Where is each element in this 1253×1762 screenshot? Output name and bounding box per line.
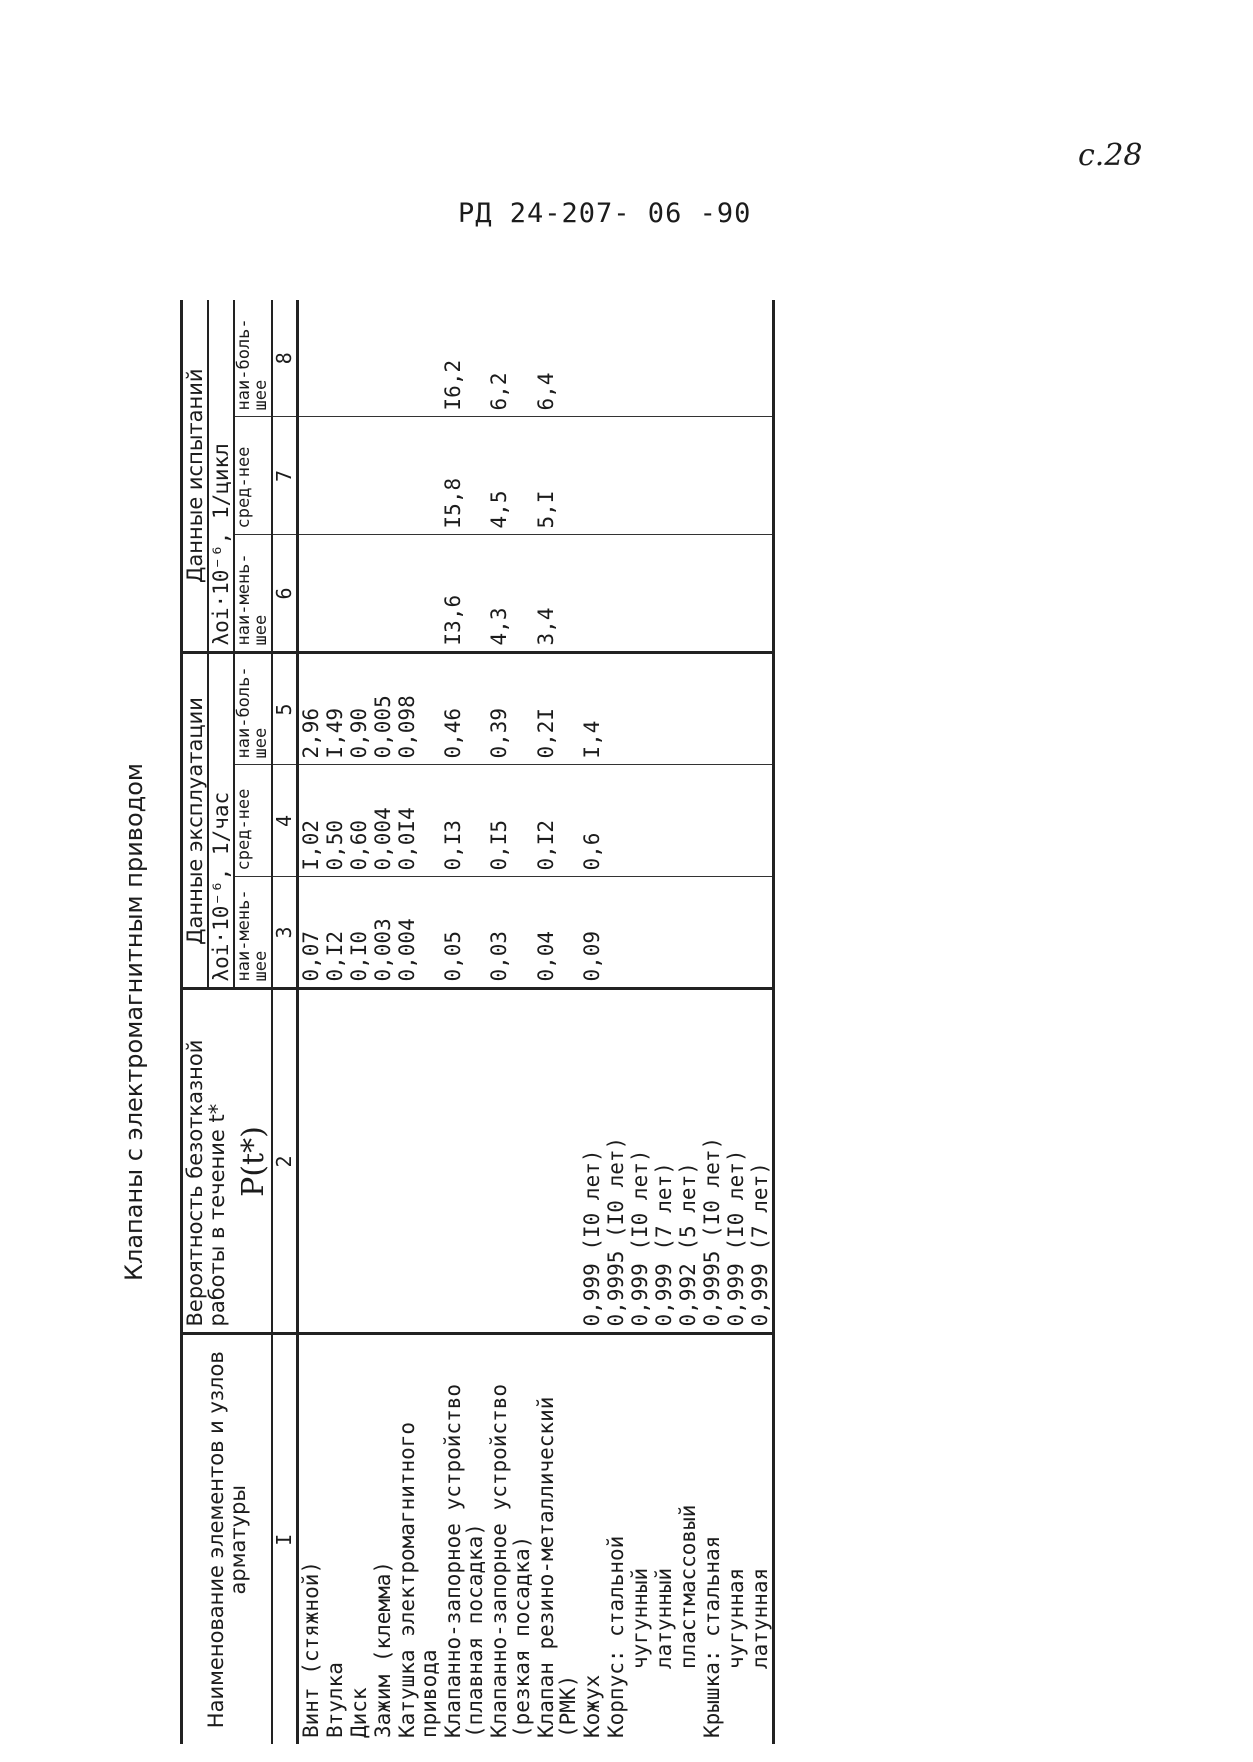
cell-test-max xyxy=(652,300,676,417)
header-probability xyxy=(182,989,273,1334)
cell-op-avg xyxy=(604,765,628,877)
table-row xyxy=(298,300,324,1744)
cell-element-name: Диск xyxy=(347,1334,371,1744)
header-probability-title: Вероятность безотказной работы в течение t* xyxy=(183,1039,230,1327)
table-row xyxy=(371,300,395,1744)
cell-test-avg xyxy=(604,417,628,535)
cell-op-min: 0,07 xyxy=(298,877,324,989)
cell-element-name: Клапанно-запорное устройство (резкая посадка) xyxy=(487,1334,533,1744)
cell-probability xyxy=(298,989,324,1334)
cell-test-min xyxy=(676,535,700,653)
column-number-3: 3 xyxy=(272,877,298,989)
cell-element-name: Крышка: стальная xyxy=(700,1334,724,1744)
cell-op-min xyxy=(628,877,652,989)
table-row xyxy=(700,300,724,1744)
cell-probability xyxy=(441,989,487,1334)
cell-op-max xyxy=(676,653,700,765)
table-row xyxy=(604,300,628,1744)
cell-op-max: I,49 xyxy=(323,653,347,765)
header-operation-unit: λоi·10⁻⁶, 1/час xyxy=(208,653,234,989)
cell-test-min xyxy=(395,535,441,653)
cell-op-min xyxy=(604,877,628,989)
cell-test-max xyxy=(700,300,724,417)
column-number-8: 8 xyxy=(272,300,298,417)
cell-op-avg xyxy=(724,765,748,877)
cell-test-avg xyxy=(628,417,652,535)
header-operation-data: Данные эксплуатации xyxy=(182,653,209,989)
header-test-max: наи-боль-шее xyxy=(234,300,272,417)
header-op-max: наи-боль-шее xyxy=(234,653,272,765)
cell-probability: 0,999 (I0 лет) xyxy=(724,989,748,1334)
cell-op-min xyxy=(748,877,774,989)
cell-test-max xyxy=(323,300,347,417)
cell-op-min: 0,03 xyxy=(487,877,533,989)
header-op-avg: сред-нее xyxy=(234,765,272,877)
cell-test-min xyxy=(628,535,652,653)
cell-op-max: 2,96 xyxy=(298,653,324,765)
cell-test-min: 4,3 xyxy=(487,535,533,653)
cell-test-max xyxy=(604,300,628,417)
cell-op-max xyxy=(628,653,652,765)
cell-op-min: 0,004 xyxy=(395,877,441,989)
table-row xyxy=(347,300,371,1744)
table-row xyxy=(628,300,652,1744)
cell-op-min: 0,09 xyxy=(580,877,604,989)
cell-test-max xyxy=(298,300,324,417)
cell-probability: 0,9995 (I0 лет) xyxy=(604,989,628,1334)
cell-test-max xyxy=(347,300,371,417)
table-row xyxy=(487,300,533,1744)
cell-op-max xyxy=(700,653,724,765)
cell-op-avg: 0,I3 xyxy=(441,765,487,877)
cell-element-name: Зажим (клемма) xyxy=(371,1334,395,1744)
table-row xyxy=(676,300,700,1744)
cell-probability xyxy=(487,989,533,1334)
cell-op-max xyxy=(652,653,676,765)
header-test-min: наи-мень-шее xyxy=(234,535,272,653)
cell-probability xyxy=(323,989,347,1334)
cell-test-min xyxy=(323,535,347,653)
cell-op-avg xyxy=(628,765,652,877)
cell-op-avg: 0,I2 xyxy=(534,765,580,877)
table-row xyxy=(748,300,774,1744)
cell-op-max: 0,39 xyxy=(487,653,533,765)
cell-op-avg: 0,60 xyxy=(347,765,371,877)
table-row xyxy=(534,300,580,1744)
cell-test-avg: 5,I xyxy=(534,417,580,535)
cell-op-max: 0,2I xyxy=(534,653,580,765)
table-row xyxy=(580,300,604,1744)
cell-op-min: 0,04 xyxy=(534,877,580,989)
cell-op-avg xyxy=(748,765,774,877)
reliability-table xyxy=(180,300,775,1744)
cell-test-avg: 4,5 xyxy=(487,417,533,535)
page-number: с.28 xyxy=(1078,138,1143,173)
cell-test-avg xyxy=(347,417,371,535)
table-row xyxy=(724,300,748,1744)
cell-test-max xyxy=(395,300,441,417)
header-probability-formula: P(t*) xyxy=(236,1126,272,1197)
cell-probability xyxy=(347,989,371,1334)
cell-test-avg xyxy=(395,417,441,535)
cell-test-min xyxy=(347,535,371,653)
cell-element-name: Клапан резино-металлический (РМК) xyxy=(534,1334,580,1744)
cell-probability: 0,999 (I0 лет) xyxy=(628,989,652,1334)
header-op-min: наи-мень-шее xyxy=(234,877,272,989)
cell-test-min: 3,4 xyxy=(534,535,580,653)
cell-element-name: чугунный xyxy=(628,1334,652,1744)
header-element-name: Наименование элементов и узлов арматуры xyxy=(182,1334,273,1744)
table-row xyxy=(652,300,676,1744)
cell-test-min xyxy=(298,535,324,653)
cell-test-avg xyxy=(371,417,395,535)
table-row xyxy=(323,300,347,1744)
cell-probability xyxy=(371,989,395,1334)
cell-test-avg xyxy=(748,417,774,535)
table-caption: Клапаны с электромагнитным приводом xyxy=(120,762,148,1282)
cell-test-avg xyxy=(676,417,700,535)
cell-test-min xyxy=(700,535,724,653)
cell-element-name: Катушка электромагнитного привода xyxy=(395,1334,441,1744)
cell-test-min xyxy=(748,535,774,653)
cell-test-avg xyxy=(652,417,676,535)
column-number-1: I xyxy=(272,1334,298,1744)
cell-test-min xyxy=(371,535,395,653)
cell-op-avg: 0,0I4 xyxy=(395,765,441,877)
cell-op-min: 0,I2 xyxy=(323,877,347,989)
cell-test-avg: I5,8 xyxy=(441,417,487,535)
cell-op-avg: 0,6 xyxy=(580,765,604,877)
cell-op-min: 0,I0 xyxy=(347,877,371,989)
cell-op-max: 0,90 xyxy=(347,653,371,765)
cell-element-name: Корпус: стальной xyxy=(604,1334,628,1744)
cell-op-max: I,4 xyxy=(580,653,604,765)
cell-element-name: Втулка xyxy=(323,1334,347,1744)
header-test-data: Данные испытаний xyxy=(182,300,209,653)
cell-op-max: 0,46 xyxy=(441,653,487,765)
header-test-avg: сред-нее xyxy=(234,417,272,535)
cell-test-max: 6,2 xyxy=(487,372,512,411)
cell-element-name: латунный xyxy=(652,1334,676,1744)
cell-test-avg xyxy=(700,417,724,535)
column-number-2: 2 xyxy=(272,989,298,1334)
cell-op-min xyxy=(700,877,724,989)
cell-test-min xyxy=(580,535,604,653)
cell-test-min: I3,6 xyxy=(441,535,487,653)
cell-op-min: 0,05 xyxy=(441,877,487,989)
cell-test-max xyxy=(724,300,748,417)
cell-probability: 0,999 (I0 лет) xyxy=(580,989,604,1334)
cell-test-min xyxy=(652,535,676,653)
cell-probability: 0,999 (7 лет) xyxy=(748,989,774,1334)
cell-op-max xyxy=(604,653,628,765)
cell-test-max xyxy=(580,300,604,417)
cell-test-avg xyxy=(298,417,324,535)
cell-element-name: латунная xyxy=(748,1334,774,1744)
cell-element-name: Кожух xyxy=(580,1334,604,1744)
cell-element-name: пластмассовый xyxy=(676,1334,700,1744)
cell-op-avg: 0,I5 xyxy=(487,765,533,877)
column-number-7: 7 xyxy=(272,417,298,535)
cell-element-name: чугунная xyxy=(724,1334,748,1744)
cell-probability: 0,999 (7 лет) xyxy=(652,989,676,1334)
cell-op-min xyxy=(724,877,748,989)
cell-op-avg xyxy=(700,765,724,877)
cell-probability xyxy=(534,989,580,1334)
cell-test-max xyxy=(676,300,700,417)
cell-element-name: Клапанно-запорное устройство (плавная посадка) xyxy=(441,1334,487,1744)
cell-test-max: 6,4 xyxy=(533,372,558,411)
cell-probability: 0,9995 (I0 лет) xyxy=(700,989,724,1334)
cell-test-avg xyxy=(323,417,347,535)
cell-test-avg xyxy=(580,417,604,535)
cell-op-max: 0,098 xyxy=(395,653,441,765)
cell-test-min xyxy=(604,535,628,653)
column-number-6: 6 xyxy=(272,535,298,653)
cell-op-max: 0,005 xyxy=(371,653,395,765)
cell-op-avg xyxy=(676,765,700,877)
table-row xyxy=(441,300,487,1744)
column-number-4: 4 xyxy=(272,765,298,877)
cell-op-min xyxy=(676,877,700,989)
cell-test-max: I6,2 xyxy=(441,359,466,411)
cell-op-min xyxy=(652,877,676,989)
header-test-unit: λоi·10⁻⁶, 1/цикл xyxy=(208,300,234,653)
cell-test-max xyxy=(628,300,652,417)
document-number: РД 24-207- 06 -90 xyxy=(458,198,752,229)
cell-test-avg xyxy=(724,417,748,535)
cell-element-name: Винт (стяжной) xyxy=(298,1334,324,1744)
cell-test-min xyxy=(724,535,748,653)
cell-probability: 0,992 (5 лет) xyxy=(676,989,700,1334)
cell-op-avg: 0,004 xyxy=(371,765,395,877)
cell-op-avg xyxy=(652,765,676,877)
cell-op-min: 0,003 xyxy=(371,877,395,989)
column-number-5: 5 xyxy=(272,653,298,765)
cell-op-max xyxy=(724,653,748,765)
cell-test-max xyxy=(748,300,774,417)
table-row xyxy=(395,300,441,1744)
cell-test-max xyxy=(371,300,395,417)
cell-op-max xyxy=(748,653,774,765)
rotated-table-page xyxy=(120,300,1100,1744)
cell-op-avg: I,02 xyxy=(298,765,324,877)
cell-op-avg: 0,50 xyxy=(323,765,347,877)
cell-probability xyxy=(395,989,441,1334)
